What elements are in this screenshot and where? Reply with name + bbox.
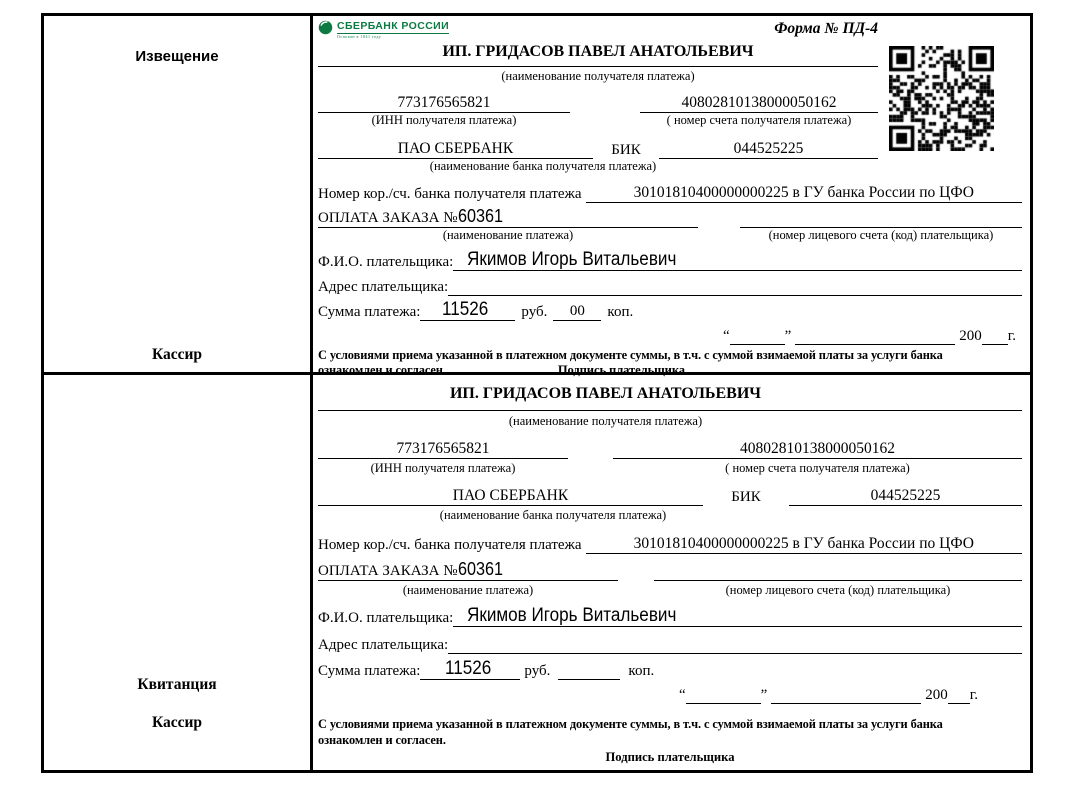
sberbank-logo-text — [337, 20, 449, 39]
cashier-label: Кассир — [151, 346, 203, 363]
inn-account-captions — [318, 113, 878, 130]
purpose-row — [318, 554, 1022, 581]
bik-label: БИК — [731, 489, 761, 505]
receipt-form-body — [313, 375, 1030, 770]
date-row — [318, 321, 1016, 345]
date-day-blank — [686, 703, 761, 704]
notice-upper-block — [318, 18, 878, 175]
payer-address-field — [448, 295, 1022, 296]
receipt-section — [44, 375, 1030, 770]
notice-title: Извещение — [135, 48, 219, 65]
amount-rub-field — [420, 300, 515, 321]
bik-value: 044525225 — [789, 487, 1022, 506]
rub-label: руб. — [521, 304, 548, 320]
recipient-name: ИП. ГРИДАСОВ ПАВЕЛ АНАТОЛЬЕВИЧ — [318, 43, 878, 67]
amount-row — [318, 296, 1022, 321]
inn-account-captions — [318, 459, 1022, 477]
payer-address-row — [318, 627, 1022, 654]
sberbank-logo-subtitle: Основан в 1841 году — [337, 34, 382, 39]
sberbank-emblem-icon — [318, 20, 333, 35]
account-value: 40802810138000050162 — [613, 440, 1022, 459]
amount-kop-field: 00 — [553, 303, 601, 321]
personal-account-blank — [654, 580, 1022, 581]
amount-rub-field — [420, 659, 520, 680]
payer-name-value: Якимов Игорь Витальевич — [467, 605, 677, 626]
korr-value: 30101810400000000225 в ГУ банка России по ЦФО — [586, 535, 1022, 554]
fio-label: Ф.И.О. плательщика: — [318, 254, 454, 270]
caption-account: ( номер счета получателя платежа) — [666, 113, 852, 127]
caption-recipient: (наименование получателя платежа) — [501, 69, 695, 83]
sum-label: Сумма платежа: — [318, 304, 421, 320]
payer-address-row — [318, 271, 1022, 296]
rub-label: руб. — [524, 663, 551, 679]
signature-label: Подпись плательщика — [557, 363, 685, 377]
payer-name-row — [318, 245, 1022, 271]
payer-name-field — [453, 250, 1022, 271]
caption-personal-account: (номер лицевого счета (код) плательщика) — [725, 583, 951, 597]
caption-inn: (ИНН получателя платежа) — [371, 113, 517, 127]
inn-account-row — [318, 430, 1022, 459]
caption-account: ( номер счета получателя платежа) — [725, 461, 910, 475]
fio-label: Ф.И.О. плательщика: — [318, 610, 454, 626]
purpose-field — [318, 560, 618, 581]
year-blank — [982, 344, 1008, 345]
payer-name-row — [318, 599, 1022, 627]
agreement-block — [318, 716, 1022, 748]
caption-personal-account: (номер лицевого счета (код) плательщика) — [768, 228, 994, 242]
payer-name-field — [453, 606, 1022, 627]
quote-open: “ — [722, 328, 730, 344]
kop-label: коп. — [628, 663, 655, 679]
purpose-label: ОПЛАТА ЗАКАЗА № — [318, 563, 458, 579]
inn-value: 773176565821 — [318, 94, 570, 113]
caption-recipient: (наименование получателя платежа) — [508, 414, 703, 428]
year-suffix: г. — [969, 687, 978, 703]
year-blank — [948, 703, 970, 704]
order-number: 60361 — [457, 206, 503, 226]
address-label: Адрес плательщика: — [318, 637, 449, 653]
form-number: Форма № ПД-4 — [774, 20, 878, 37]
korr-label: Номер кор./сч. банка получателя платежа — [318, 186, 582, 202]
sum-label: Сумма платежа: — [318, 663, 421, 679]
notice-form-body — [313, 16, 1030, 377]
notice-section — [44, 16, 1030, 375]
quote-open: “ — [678, 687, 686, 703]
payer-address-field — [448, 653, 1022, 654]
payment-form-pd4 — [41, 13, 1033, 773]
agreement-line2: ознакомлен и согласен. — [318, 733, 446, 747]
qr-code — [889, 46, 994, 151]
agreement-line1: С условиями приема указанной в платежном документе суммы, в т.ч. с суммой взимаемой платы за услуги банка — [318, 717, 943, 731]
year-suffix: г. — [1007, 328, 1016, 344]
account-value: 40802810138000050162 — [640, 94, 878, 113]
signature-label: Подпись плательщика — [605, 750, 735, 764]
korr-row — [318, 524, 1022, 554]
kop-label: коп. — [607, 304, 634, 320]
caption-purpose: (наименование платежа) — [402, 583, 534, 597]
korr-label: Номер кор./сч. банка получателя платежа — [318, 537, 582, 553]
purpose-captions — [318, 228, 1022, 245]
caption-bank: (наименование банка получателя платежа) — [429, 159, 657, 173]
bik-value: 044525225 — [659, 140, 878, 159]
quote-close: ” — [760, 687, 768, 703]
qr-code-image — [889, 46, 994, 151]
amount-rub-value: 11526 — [444, 658, 491, 679]
bank-name: ПАО СБЕРБАНК — [318, 140, 593, 159]
recipient-name: ИП. ГРИДАСОВ ПАВЕЛ АНАТОЛЬЕВИЧ — [318, 385, 1022, 411]
caption-bank: (наименование банка получателя платежа) — [439, 508, 667, 522]
receipt-title: Квитанция — [137, 676, 217, 693]
address-label: Адрес плательщика: — [318, 279, 449, 295]
amount-kop-field — [558, 679, 620, 680]
payer-name-value: Якимов Игорь Витальевич — [467, 249, 677, 270]
year-prefix: 200 — [925, 687, 948, 703]
notice-side-column — [44, 16, 313, 372]
receipt-side-column — [44, 375, 313, 770]
purpose-field — [318, 207, 698, 228]
sberbank-logo-title: СБЕРБАНК РОССИИ — [337, 20, 450, 32]
korr-value: 30101810400000000225 в ГУ банка России по ЦФО — [586, 184, 1022, 203]
quote-close: ” — [784, 328, 792, 344]
caption-inn: (ИНН получателя платежа) — [370, 461, 516, 475]
cashier-label: Кассир — [151, 714, 203, 731]
sberbank-logo — [318, 20, 449, 39]
purpose-captions — [318, 581, 1022, 599]
inn-account-row — [318, 84, 878, 113]
purpose-row — [318, 203, 1022, 228]
date-month-blank — [771, 703, 921, 704]
bank-bik-row — [318, 477, 1022, 506]
order-number: 60361 — [457, 559, 503, 579]
bik-label: БИК — [611, 142, 641, 158]
agreement-line2: ознакомлен и согласен. — [318, 363, 446, 377]
korr-row — [318, 175, 1022, 203]
bank-name: ПАО СБЕРБАНК — [318, 487, 703, 506]
purpose-label: ОПЛАТА ЗАКАЗА № — [318, 210, 458, 226]
agreement-line1: С условиями приема указанной в платежном документе суммы, в т.ч. с суммой взимаемой платы за услуги банка — [318, 348, 943, 362]
caption-purpose: (наименование платежа) — [442, 228, 574, 242]
date-row — [318, 680, 978, 704]
year-prefix: 200 — [959, 328, 982, 344]
brand-row — [318, 18, 878, 43]
date-day-blank — [730, 344, 785, 345]
agreement-block — [318, 348, 1022, 378]
amount-rub-value: 11526 — [442, 299, 489, 320]
bank-bik-row — [318, 130, 878, 159]
amount-row — [318, 654, 1022, 680]
inn-value: 773176565821 — [318, 440, 568, 459]
date-month-blank — [795, 344, 955, 345]
